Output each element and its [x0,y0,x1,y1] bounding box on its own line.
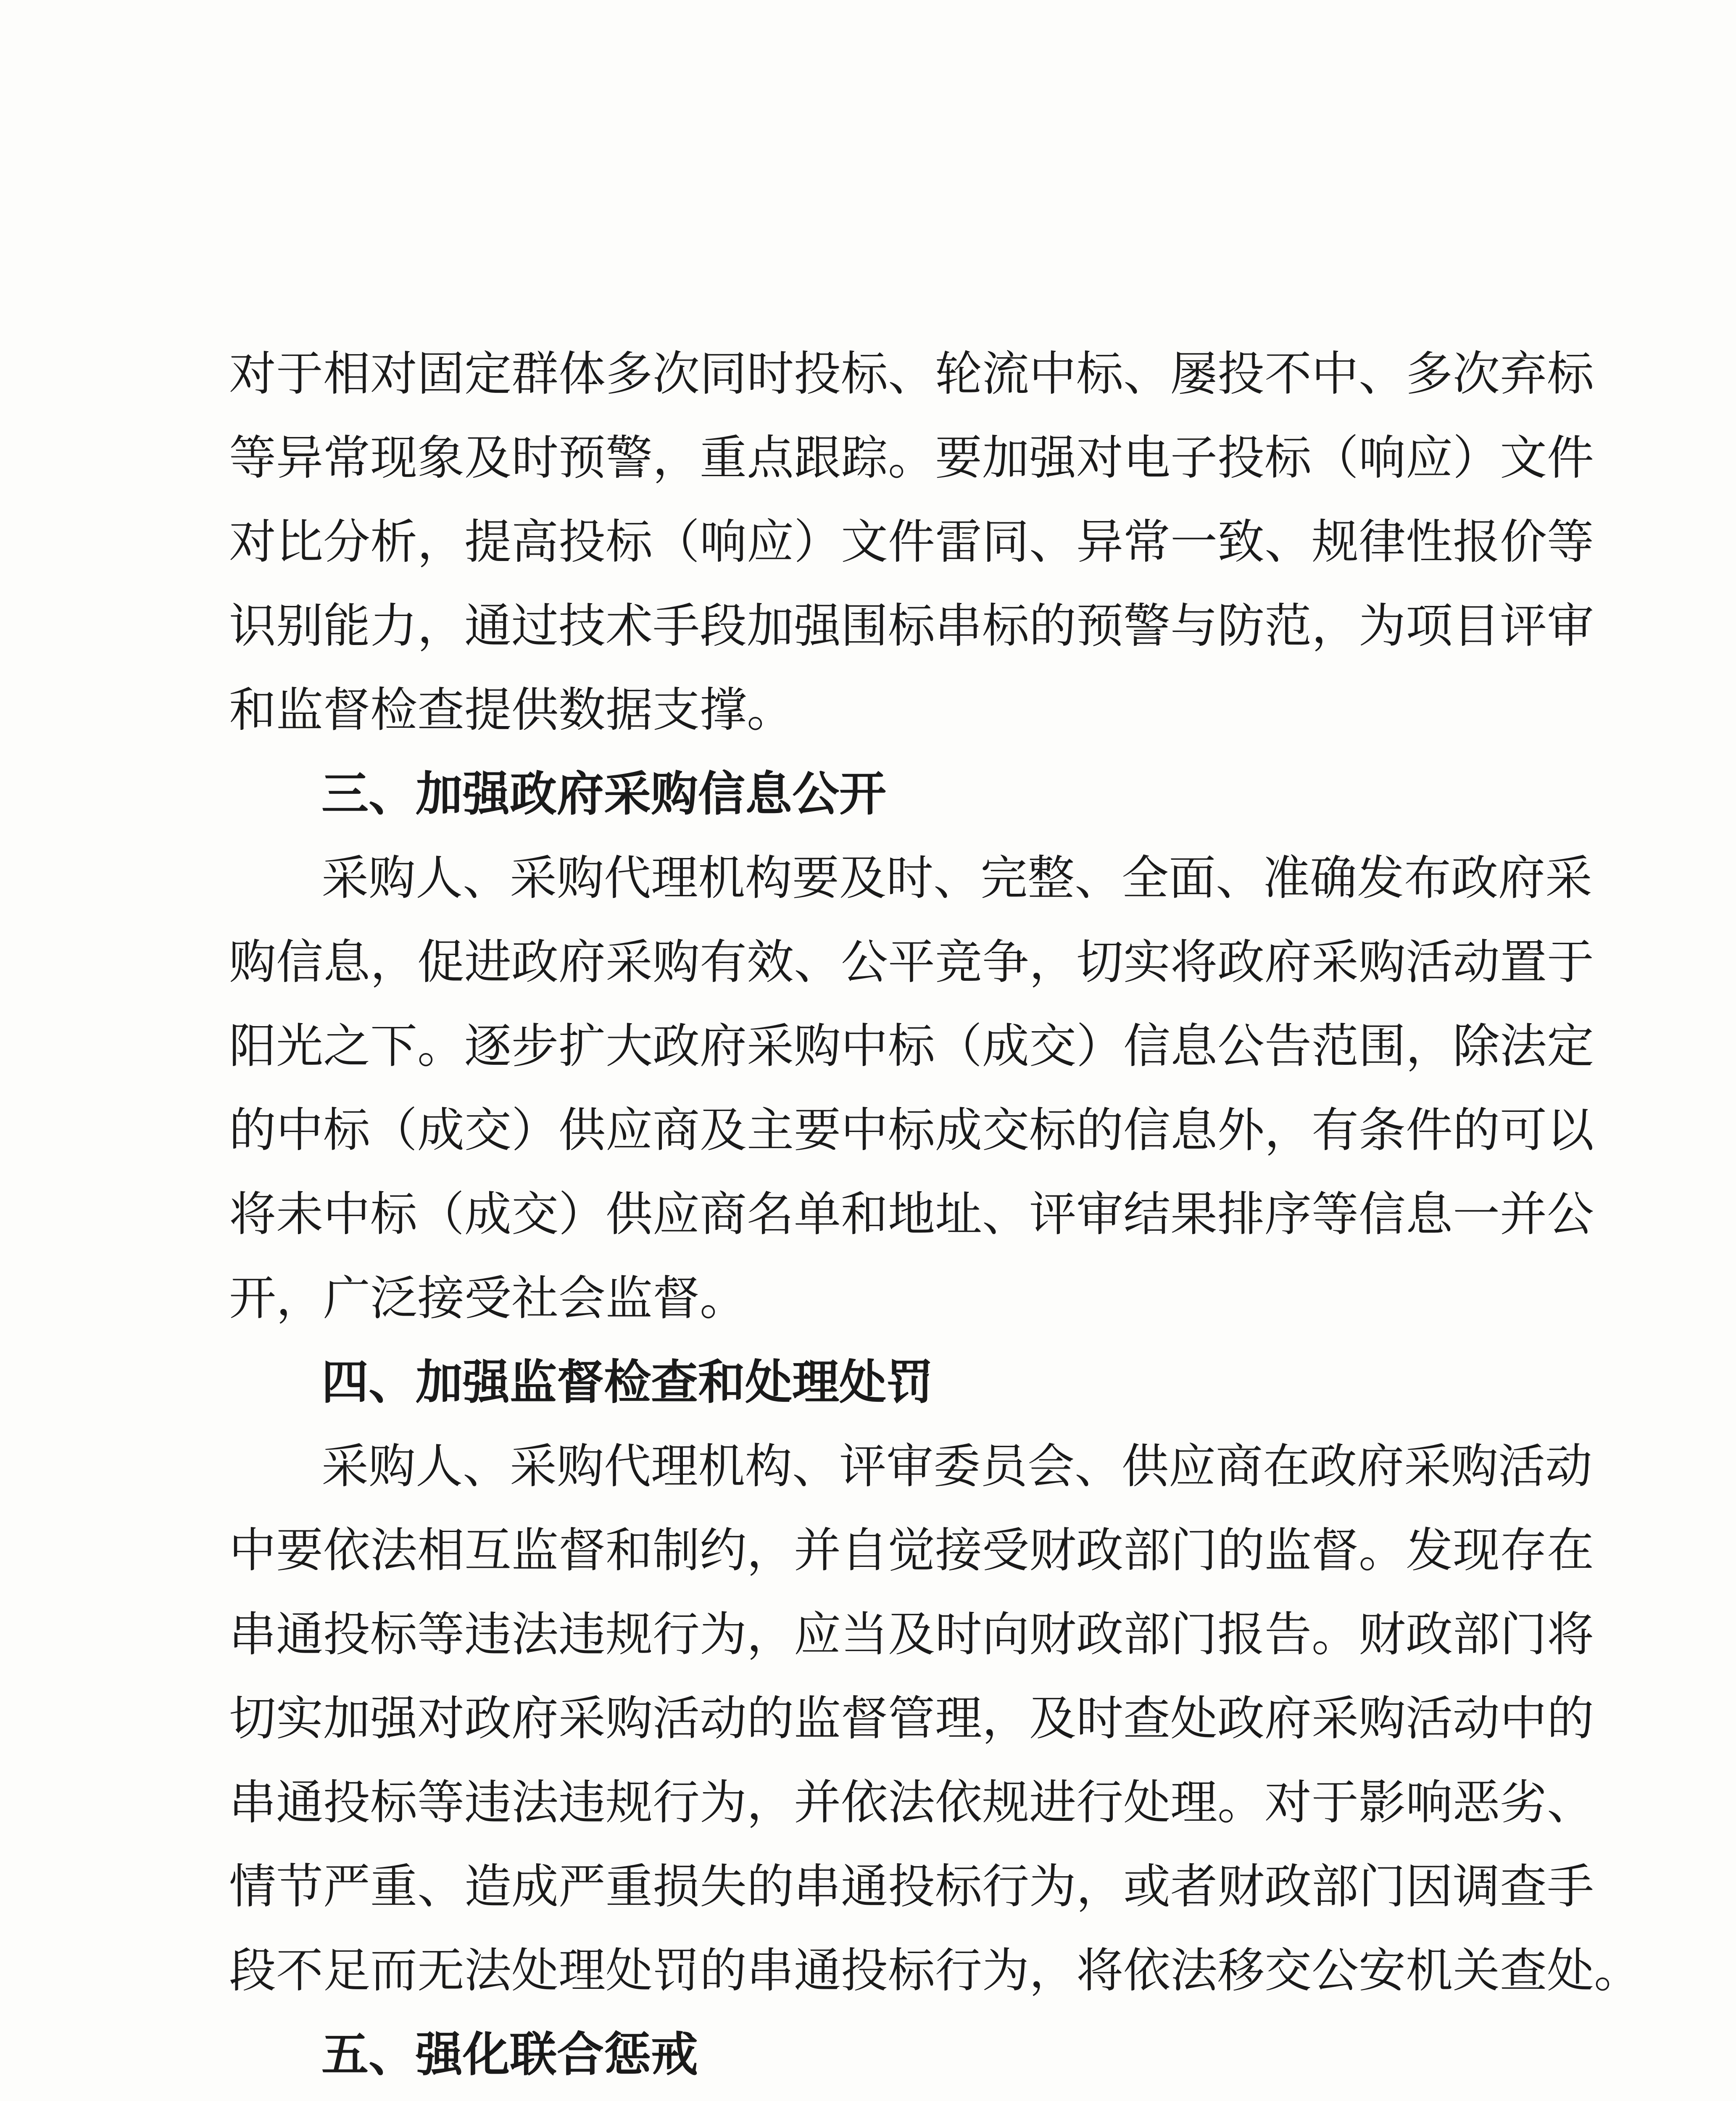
paragraph-line: 的中标（成交）供应商及主要中标成交标的信息外，有条件的可以 [229,1103,1594,1158]
paragraph-line: 段不足而无法处理处罚的串通投标行为，将依法移交公安机关查处。 [229,1943,1641,1998]
paragraph-line: 购信息，促进政府采购有效、公平竞争，切实将政府采购活动置于 [229,935,1594,990]
paragraph-line: 情节严重、造成严重损失的串通投标行为，或者财政部门因调查手 [229,1859,1594,1914]
section-heading-3: 三、加强政府采购信息公开 [321,767,886,821]
paragraph-line: 采购人、采购代理机构、评审委员会、供应商在政府采购活动 [321,1439,1592,1494]
paragraph-line: 识别能力，通过技术手段加强围标串标的预警与防范，为项目评审 [229,599,1594,653]
paragraph-line: 将未中标（成交）供应商名单和地址、评审结果排序等信息一并公 [229,1187,1594,1242]
paragraph-line: 开，广泛接受社会监督。 [229,1271,747,1326]
paragraph-line: 串通投标等违法违规行为，应当及时向财政部门报告。财政部门将 [229,1607,1594,1662]
paragraph-line [321,2097,1511,2101]
paragraph-line: 切实加强对政府采购活动的监督管理，及时查处政府采购活动中的 [229,1691,1594,1746]
section-heading-4: 四、加强监督检查和处理处罚 [321,1355,933,1410]
paragraph-line: 和监督检查提供数据支撑。 [229,683,794,737]
paragraph-line: 采购人、采购代理机构要及时、完整、全面、准确发布政府采 [321,851,1592,906]
paragraph-line: 对于相对固定群体多次同时投标、轮流中标、屡投不中、多次弃标 [229,347,1594,401]
paragraph-line: 中要依法相互监督和制约，并自觉接受财政部门的监督。发现存在 [229,1523,1594,1578]
section-heading-5: 五、强化联合惩戒 [321,2027,698,2082]
paragraph-line: 等异常现象及时预警，重点跟踪。要加强对电子投标（响应）文件 [229,431,1594,485]
paragraph-line: 阳光之下。逐步扩大政府采购中标（成交）信息公告范围，除法定 [229,1019,1594,1074]
paragraph-line: 串通投标等违法违规行为，并依法依规进行处理。对于影响恶劣、 [229,1775,1594,1830]
paragraph-line: 对比分析，提高投标（响应）文件雷同、异常一致、规律性报价等 [229,515,1594,569]
